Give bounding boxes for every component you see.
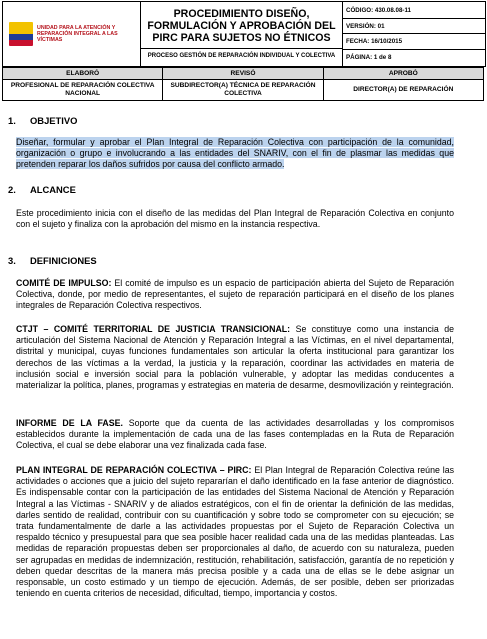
reviso-value: SUBDIRECTOR(A) TÉCNICA DE REPARACIÓN COLECTIVA — [163, 80, 323, 101]
definition-text: Soporte que da cuenta de las actividades desarrolladas y los compromisos establecidos durante la implementación de cada una de las fases contempladas en la Ruta de Reparación Colectiva, el cual se debe elaborar una vez finalizada cada fase. — [16, 418, 454, 451]
entity-logo — [9, 22, 140, 46]
page-number: PÁGINA: 1 de 8 — [346, 53, 392, 61]
document-title: PROCEDIMIENTO DISEÑO, FORMULACIÓN Y APROBACIÓN DEL PIRC PARA SUJETOS NO ÉTNICOS — [147, 8, 336, 44]
definition-pirc — [16, 465, 454, 599]
definition-text: Se constituye como una instancia de articulación del Sistema Nacional de Atención y Reparación Integral a las Víctimas, en el nivel departamental, distrital y municipal, cuyas funciones fundamentales son articular la oferta institucional para garantizar los derechos de las víctimas a la verdad, la justicia y la reparación, coordinar las actividades en materia de inclusión social e inversión social para la población vulnerable, y adoptar las medidas conducentes a materializar la política, planes, programas y estrategias en materia de desarme, desmovilización y reintegración. — [16, 324, 454, 391]
elaboro-value: PROFESIONAL DE REPARACIÓN COLECTIVA NACIONAL — [3, 80, 163, 101]
section-heading-alcance — [8, 184, 76, 195]
document-date: FECHA: 16/10/2015 — [343, 34, 485, 50]
section-title: ALCANCE — [30, 184, 76, 195]
definition-text: El Plan Integral de Reparación Colectiva reúne las actividades o acciones que a juicio del sujeto repararían el daño identificado en la fase anterior de diagnóstico. Es indispensable contar con la participación de las entidades del Sistema Nacional de Atención y Reparación Integral a las Víctimas - SNARIV y de aliados estratégicos, con el fin de orientar la definición de las medidas, darles sentido de realidad, contribuir con su cuantificación y sobre todo se comprometer con su ejecución; se trata fundamentalmente de darle a las actividades propuestas por el Sujeto de Reparación Colectiva un respaldo técnico y presupuestal para que sea posible hacer realidad cada una de las medidas planteadas. Las medidas de reparación propuestas deben ser proporcionales al daño, de acuerdo con su naturaleza, pueden ser agrupadas en medidas de indemnización, restitución, rehabilitación, satisfacción, garantía de no repetición y deben quedar descritas de la manera más precisa posible y a cada una de ellas se le debe asignar un responsable, un costo estimado y un tiempo de ejecución. Además, de ser posible, deben ser priorizadas teniendo en cuenta criterios de necesidad, dificultad, tiempo, importancia y costos. — [16, 465, 454, 599]
definition-term: COMITÉ DE IMPULSO: — [16, 278, 112, 288]
logo-text: UNIDAD PARA LA ATENCIÓN Y REPARACIÓN INTEGRAL A LAS VÍCTIMAS — [37, 25, 118, 43]
definition-term: PLAN INTEGRAL DE REPARACIÓN COLECTIVA – PIRC: — [16, 465, 252, 475]
elaboro-header: ELABORÓ — [3, 68, 163, 80]
meta-cell — [343, 2, 486, 67]
definition-text: El comité de impulso es un espacio de participación abierta del Sujeto de Reparación Colectiva, donde, por medio de representantes, el sujeto de reparación participará en el diseño de los planes integrales de Reparación Colectiva respectivos. — [16, 278, 454, 311]
document-version: VERSIÓN: 01 — [343, 19, 485, 35]
colombia-flag-icon — [9, 22, 33, 46]
definition-term: CTJT – COMITÉ TERRITORIAL DE JUSTICIA TRANSICIONAL: — [16, 324, 291, 334]
objetivo-text: Diseñar, formular y aprobar el Plan Integral de Reparación Colectiva con participación de la comunidad, organización o grupo e involucrando a las entidades del SNARIV, con el fin de plasmar las medidas que pretenden reparar los daños sufridos por causa del conflicto armado. — [16, 137, 454, 170]
document-code: CÓDIGO: 430.08.08-11 — [343, 3, 485, 19]
alcance-paragraph: Este procedimiento inicia con el diseño de las medidas del Plan Integral de Reparación Colectiva en conjunto con el sujeto y finaliza con la aprobación del mismo en la instancia respectiva. — [16, 208, 454, 230]
definition-ctjt — [16, 324, 454, 391]
reviso-header: REVISÓ — [163, 68, 323, 80]
process-name: PROCESO GESTIÓN DE REPARACIÓN INDIVIDUAL Y COLECTIVA — [141, 48, 342, 63]
section-number: 2. — [8, 184, 16, 195]
section-number: 1. — [8, 115, 16, 126]
definition-term: INFORME DE LA FASE. — [16, 418, 123, 428]
aprobo-value: DIRECTOR(A) DE REPARACIÓN — [323, 80, 483, 101]
section-number: 3. — [8, 255, 16, 266]
logo-cell — [3, 2, 141, 67]
title-cell — [141, 2, 343, 67]
section-heading-definiciones — [8, 255, 97, 266]
definition-comite-impulso — [16, 278, 454, 312]
definition-informe-fase — [16, 418, 454, 452]
section-title: DEFINICIONES — [30, 255, 97, 266]
signatures-table — [2, 67, 484, 101]
document-header — [2, 1, 486, 67]
section-title: OBJETIVO — [30, 115, 78, 126]
objetivo-paragraph — [16, 137, 454, 171]
section-heading-objetivo — [8, 115, 77, 126]
aprobo-header: APROBÓ — [323, 68, 483, 80]
